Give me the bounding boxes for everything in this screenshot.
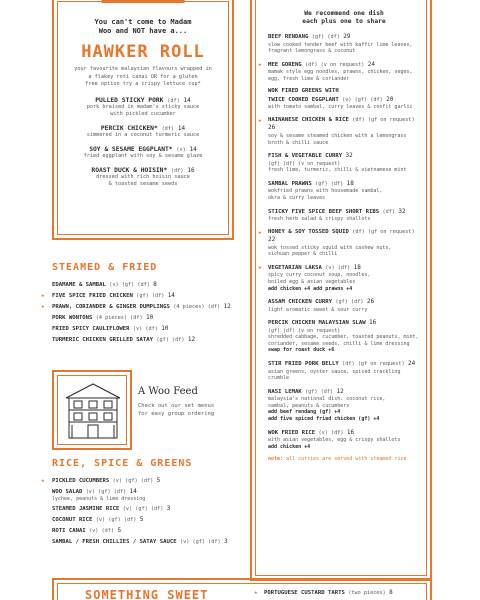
menu-item: SAMBAL / FRESH CHILLIES / SATAY SAUCE (v) (gf) (df) 3: [52, 538, 228, 545]
menu-item: ★ FIVE SPICE FRIED CHICKEN (gf) (df) 14: [41, 292, 175, 299]
mains-list: [258, 33, 420, 450]
star-icon: ★: [254, 589, 258, 596]
mains-item: WOK FRIED RICE (v) (df) 16 with asian vegetables, egg & crispy shallots add chicken +4: [268, 428, 401, 450]
mains-header: We recommend one dish each plus one to share: [302, 10, 386, 25]
mains-item: STICKY FIVE SPICE BEEF SHORT RIBS (df) 32 fresh herb salad & crispy shallots: [268, 207, 406, 223]
mains-item: PERCIK CHICKEN MALAYSIAN SLAW 16 (gf) (df) (v on request) shredded cabbage, cucumber, toasted peanuts, mint, coriander, sesame seeds, chilli & lime dressing swap for roast duck +6: [268, 319, 419, 354]
rice-spice-greens-list: [41, 477, 242, 549]
hawker-item: PULLED STICKY PORK (df) 14 pork braised in madam's sticky sauce with pickled cucumber: [86, 96, 200, 117]
menu-item: EDAMAME & SAMBAL (v) (gf) (df) 8: [52, 281, 157, 288]
menu-item: COCONUT RICE (v) (gf) (df) 5: [52, 516, 144, 523]
rice-spice-greens-title: RICE, SPICE & GREENS: [52, 458, 193, 469]
hawker-item: ROAST DUCK & HOISIN* (df) 16 dressed with rich hoisin sauce & toasted sesame seeds: [91, 166, 195, 187]
menu-item: STEAMED JASMINE RICE (v) (gf) (df) 3: [52, 505, 171, 512]
must-have-badge: [102, 0, 185, 3]
mains-item: FISH & VEGETABLE CURRY 32 (gf) (df) (v on request) fresh lime, turmeric, chilli & vietnamese mint: [268, 152, 407, 174]
menu-item: FRIED SPICY CAULIFLOWER (v) (df) 10: [52, 325, 169, 332]
mains-item: NASI LEMAK (gf) (df) 12 malaysia's national dish. coconut rice, sambal, peanuts & cucumbers add beef rendang (gf) +4 add five spiced fried chicken (gf) +4: [268, 387, 386, 423]
custard-tarts-item: ★ PORTUGUESE CUSTARD TARTS (two pieces) 8: [254, 589, 393, 596]
hawker-item: SOY & SESAME EGGPLANT* (v) 14 fried eggplant with soy & sesame glaze: [83, 145, 203, 159]
hawker-items: [62, 97, 224, 188]
star-icon: ★: [41, 292, 45, 299]
menu-item: ★ PICKLED CUCUMBERS (v) (gf) (df) 5: [41, 477, 161, 484]
star-icon: ★: [258, 60, 262, 68]
woo-feed-description: Check out our set menus for easy group ordering: [138, 403, 215, 417]
mains-item: ★ HONEY & SOY TOSSED SQUID (df) (gf on request) 22 wok tossed sticky squid with cashew nuts, sichuan pepper & chilli: [258, 228, 415, 258]
something-sweet-title: SOMETHING SWEET: [85, 588, 209, 600]
mains-item: ASSAM CHICKEN CURRY (gf) (df) 26 light aromatic sweet & sour curry: [268, 298, 375, 313]
star-icon: ★: [258, 228, 262, 236]
shophouse-icon: [60, 378, 126, 444]
menu-item: PORK WONTONS (4 pieces) (df) 10: [52, 314, 154, 321]
star-icon: ★: [258, 116, 262, 124]
menu-item: ROTI CANAI (v) (df) 5: [52, 527, 122, 534]
mains-item: BEEF RENDANG (gf) (df) 29 slow cooked tender beef with kaffir lime leaves, fragrant lemongrass & coconut: [268, 33, 413, 55]
hawker-description: your favourite malaysian flavours wrapped in a flakey roti canai OR for a gluten free option try a crispy lettuce cup*: [74, 66, 212, 87]
menu-item-desc: lychee, peanuts & lime dressing: [52, 496, 146, 502]
menu-item: WOO SALAD (v) (gf) (df) 14: [52, 488, 137, 495]
mains-note: note: all curries are served with steamed rice: [268, 456, 407, 463]
menu-item: TURMERIC CHICKEN GRILLED SATAY (gf) (df) 12: [52, 336, 196, 343]
hawker-roll-panel: [52, 0, 234, 240]
hawker-item: PERCIK CHICKEN* (df) 14 simmered in a coconut turmeric sauce: [86, 124, 200, 138]
woo-feed-title: A Woo Feed: [138, 386, 198, 397]
mains-item: SAMBAL PRAWNS (gf) (df) 18 wokfried prawns with housemade sambal, okra & curry leaves: [268, 179, 383, 201]
menu-item: ★ PRAWN, CORIANDER & GINGER DUMPLINGS (4 pieces) (df) 12: [41, 303, 231, 310]
mains-item: ★ VEGETARIAN LAKSA (v) (df) 18 spicy curry coconut soup, noodles, boiled egg & asian vegetables add chicken +4 add prawns +4: [258, 263, 371, 292]
star-icon: ★: [258, 263, 262, 271]
woo-feed-illustration: [52, 370, 132, 450]
steamed-fried-list: [41, 281, 242, 347]
hawker-lead-2: Woo and NOT have a...: [98, 27, 188, 35]
mains-item: STIR FRIED PORK BELLY (df) (gf on request) 24 asian greens, oyster sauce, spiced crackling crumble: [268, 360, 416, 382]
steamed-fried-title: STEAMED & FRIED: [52, 262, 158, 273]
mains-item: ★ MEE GORENG (df) (v on request) 24 mamak style egg noodles, prawns, chicken, veges, egg, fresh lime & coriander: [258, 60, 413, 82]
mains-item: ★ HAINANESE CHICKEN & RICE (df) (gf on request) 26 soy & sesame steamed chicken with a lemongrass broth & chilli sauce: [258, 116, 415, 146]
star-icon: ★: [41, 303, 45, 310]
hawker-roll-title: HAWKER ROLL: [81, 42, 205, 62]
star-icon: ★: [41, 477, 45, 484]
mains-item: WOK FIRED GREENS WITH TWICE COOKED EGGPLANT (v) (gf) (df) 20 with tomato sambal, curry leaves & confit garlic: [268, 88, 413, 111]
mains-panel: [250, 0, 432, 581]
hawker-lead-1: You can't come to Madam: [94, 18, 192, 26]
